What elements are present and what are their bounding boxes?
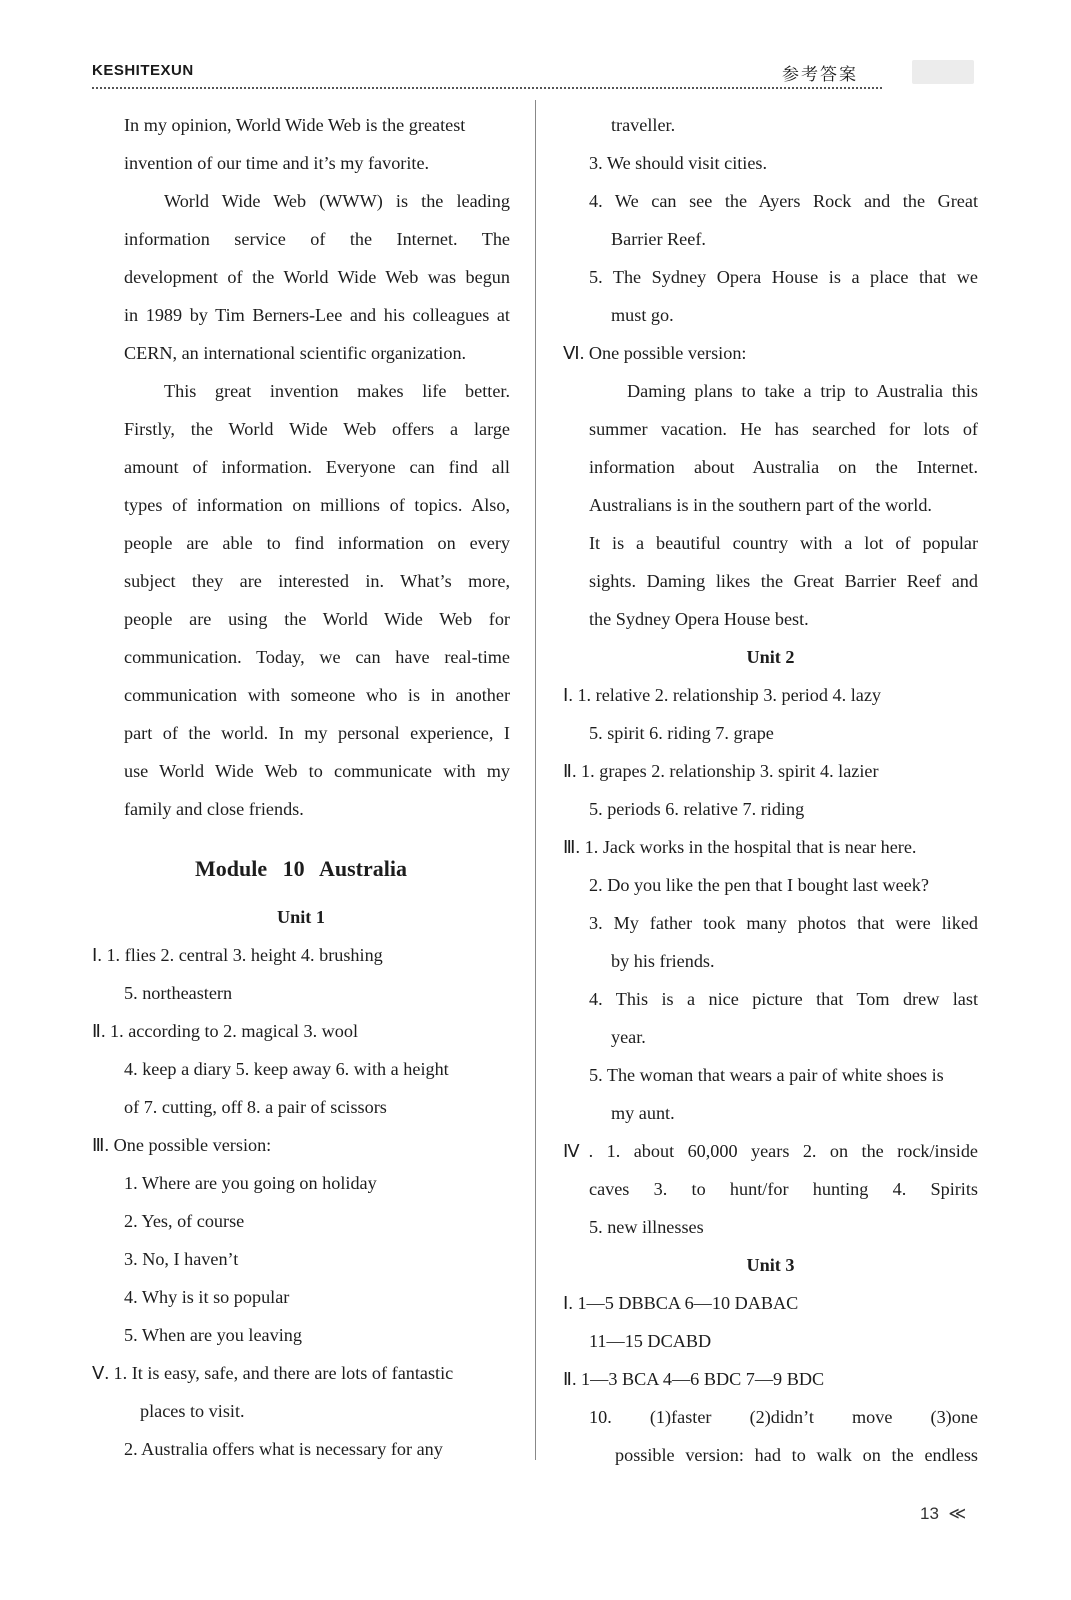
answer-line: 5. The woman that wears a pair of white shoes is (589, 1065, 944, 1085)
essay-line: It is a beautiful country with a lot of popular (589, 533, 978, 553)
answer-line: 11—15 DCABD (589, 1331, 712, 1351)
header-decoration (912, 60, 974, 84)
answer-line: Ⅰ. 1. relative 2. relationship 3. period 4. lazy (563, 685, 881, 705)
essay-line: This great invention makes life better. (164, 381, 510, 401)
essay-line: Firstly, the World Wide Web offers a large (124, 419, 510, 439)
header-dotted-rule (92, 87, 882, 89)
answer-line: 5. When are you leaving (124, 1325, 302, 1345)
answer-line: Ⅱ. 1. grapes 2. relationship 3. spirit 4. lazier (563, 761, 879, 781)
essay-line: use World Wide Web to communicate with my (124, 761, 510, 781)
answer-line: 2. Yes, of course (124, 1211, 245, 1231)
essay-line: summer vacation. He has searched for lots of (589, 419, 978, 439)
answer-line: must go. (611, 305, 674, 325)
essay-line: sights. Daming likes the Great Barrier Reef and (589, 571, 978, 591)
essay-line: information about Australia on the Internet. (589, 457, 978, 477)
answer-line: 5. northeastern (124, 983, 233, 1003)
answer-line: Ⅳ. 1. about 60,000 years 2. on the rock/inside (563, 1141, 978, 1161)
answer-line: 3. My father took many photos that were liked (589, 913, 978, 933)
answer-line: 3. No, I haven’t (124, 1249, 239, 1269)
answer-line: 5. new illnesses (589, 1217, 704, 1237)
essay-line: information service of the Internet. The (124, 229, 510, 249)
essay-line: CERN, an international scientific organization. (124, 343, 467, 363)
answer-line: Ⅲ. One possible version: (92, 1135, 272, 1155)
essay-line: types of information on millions of topics. Also, (124, 495, 510, 515)
essay-line: communication with someone who is in another (124, 685, 510, 705)
essay-line: Daming plans to take a trip to Australia this (627, 381, 978, 401)
brand-name: KESHITEXUN (92, 62, 194, 79)
answer-line: Ⅰ. 1—5 DBBCA 6—10 DABAC (563, 1293, 799, 1313)
answer-line: 3. We should visit cities. (589, 153, 768, 173)
answer-line: Ⅴ. 1. It is easy, safe, and there are lots of fantastic (92, 1363, 454, 1383)
answer-line: Ⅰ. 1. flies 2. central 3. height 4. brushing (92, 945, 383, 965)
essay-line: Australians is in the southern part of the world. (589, 495, 932, 515)
essay-line: people are using the World Wide Web for (124, 609, 510, 629)
answer-line: caves 3. to hunt/for hunting 4. Spirits (589, 1179, 978, 1199)
essay-line: World Wide Web (WWW) is the leading (164, 191, 510, 211)
essay-line: subject they are interested in. What’s more, (124, 571, 510, 591)
essay-line: communication. Today, we can have real-time (124, 647, 510, 667)
essay-line: in 1989 by Tim Berners-Lee and his colleagues at (124, 305, 510, 325)
answer-line: 4. This is a nice picture that Tom drew last (589, 989, 978, 1009)
column-divider (535, 100, 536, 1460)
answer-line: Ⅱ. 1—3 BCA 4—6 BDC 7—9 BDC (563, 1369, 825, 1389)
double-chevron-left-icon: ≪ (943, 1504, 967, 1523)
answer-line: places to visit. (140, 1401, 245, 1421)
essay-line: people are able to find information on every (124, 533, 510, 553)
answer-line: Ⅱ. 1. according to 2. magical 3. wool (92, 1021, 359, 1041)
essay-line: invention of our time and it’s my favorite. (124, 153, 430, 173)
unit-title: Unit 1 (277, 907, 325, 927)
unit-title: Unit 2 (746, 647, 795, 667)
page-number (920, 1504, 966, 1524)
essay-line: the Sydney Opera House best. (589, 609, 809, 629)
answer-line: 2. Australia offers what is necessary for any (124, 1439, 443, 1459)
answer-line: traveller. (611, 115, 676, 135)
page-number-text: 13 (920, 1504, 939, 1523)
answer-line: 4. keep a diary 5. keep away 6. with a height (124, 1059, 449, 1079)
answer-line: year. (611, 1027, 646, 1047)
answer-line: of 7. cutting, off 8. a pair of scissors (124, 1097, 387, 1117)
section-label: Ⅵ. One possible version: (563, 343, 747, 363)
answer-line: 4. Why is it so popular (124, 1287, 290, 1307)
answer-line: Barrier Reef. (611, 229, 706, 249)
essay-line: part of the world. In my personal experience, I (124, 723, 510, 743)
left-column (92, 106, 510, 1468)
essay-line: amount of information. Everyone can find all (124, 457, 510, 477)
answer-line: 5. periods 6. relative 7. riding (589, 799, 805, 819)
answer-line: possible version: had to walk on the endless (615, 1445, 978, 1465)
answer-line: Ⅲ. 1. Jack works in the hospital that is near here. (563, 837, 917, 857)
essay-line: In my opinion, World Wide Web is the greatest (124, 115, 466, 135)
unit-title: Unit 3 (746, 1255, 795, 1275)
answer-line: 5. spirit 6. riding 7. grape (589, 723, 774, 743)
answer-line: by his friends. (611, 951, 715, 971)
essay-line: development of the World Wide Web was begun (124, 267, 510, 287)
answer-line: 5. The Sydney Opera House is a place that we (589, 267, 978, 287)
answer-line: 1. Where are you going on holiday (124, 1173, 377, 1193)
essay-line: family and close friends. (124, 799, 304, 819)
module-title: Module 10 Australia (195, 856, 407, 881)
right-column (563, 106, 978, 1474)
answer-line: 10. (1)faster (2)didn’t move (3)one (589, 1407, 978, 1427)
page-header (92, 58, 982, 90)
answer-line: 4. We can see the Ayers Rock and the Great (589, 191, 978, 211)
answer-line: 2. Do you like the pen that I bought last week? (589, 875, 929, 895)
answer-line: my aunt. (611, 1103, 675, 1123)
header-title: 参考答案 (782, 65, 858, 85)
